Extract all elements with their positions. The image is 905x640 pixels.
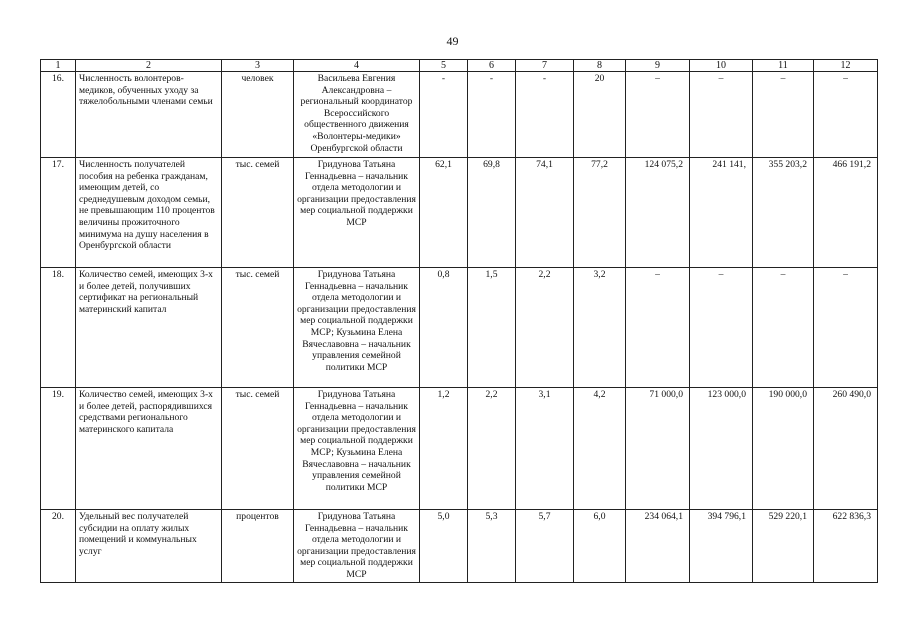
table-row bbox=[41, 388, 878, 510]
value-cell: 1,2 bbox=[420, 388, 468, 510]
value-cell: 3,2 bbox=[574, 268, 626, 388]
value-cell: – bbox=[626, 268, 690, 388]
value-cell: 234 064,1 bbox=[626, 510, 690, 583]
unit-cell: тыс. семей bbox=[222, 268, 294, 388]
value-cell: 5,3 bbox=[468, 510, 516, 583]
unit-cell: человек bbox=[222, 72, 294, 158]
value-cell: 124 075,2 bbox=[626, 158, 690, 268]
value-cell: 529 220,1 bbox=[753, 510, 814, 583]
value-cell: 0,8 bbox=[420, 268, 468, 388]
value-cell: 241 141, bbox=[690, 158, 753, 268]
value-cell: - bbox=[420, 72, 468, 158]
value-cell: 71 000,0 bbox=[626, 388, 690, 510]
column-header: 1 bbox=[41, 60, 76, 72]
value-cell: – bbox=[626, 72, 690, 158]
page-number: 49 bbox=[446, 34, 459, 48]
indicator-name: Удельный вес получателей субсидии на оплату жилых помещений и коммунальных услуг bbox=[76, 510, 222, 583]
column-header: 12 bbox=[814, 60, 878, 72]
value-cell: 74,1 bbox=[516, 158, 574, 268]
column-header: 10 bbox=[690, 60, 753, 72]
indicators-table bbox=[40, 59, 878, 583]
value-cell: 5,0 bbox=[420, 510, 468, 583]
value-cell: - bbox=[468, 72, 516, 158]
column-header: 5 bbox=[420, 60, 468, 72]
row-number: 19. bbox=[41, 388, 76, 510]
value-cell: 355 203,2 bbox=[753, 158, 814, 268]
value-cell: – bbox=[753, 72, 814, 158]
column-header: 4 bbox=[294, 60, 420, 72]
value-cell: 123 000,0 bbox=[690, 388, 753, 510]
table-row bbox=[41, 72, 878, 158]
value-cell: 260 490,0 bbox=[814, 388, 878, 510]
value-cell: 622 836,3 bbox=[814, 510, 878, 583]
responsible-cell: Гридунова Татьяна Геннадьевна – начальник отдела методологии и организации предоставления мер социальной поддержки МСР bbox=[294, 158, 420, 268]
column-number-row bbox=[41, 60, 878, 72]
value-cell: – bbox=[814, 268, 878, 388]
value-cell: 77,2 bbox=[574, 158, 626, 268]
responsible-cell: Гридунова Татьяна Геннадьевна – начальник отдела методологии и организации предоставления мер социальной поддержки МСР bbox=[294, 510, 420, 583]
table-row bbox=[41, 268, 878, 388]
value-cell: 2,2 bbox=[468, 388, 516, 510]
row-number: 20. bbox=[41, 510, 76, 583]
value-cell: 62,1 bbox=[420, 158, 468, 268]
value-cell: 3,1 bbox=[516, 388, 574, 510]
row-number: 16. bbox=[41, 72, 76, 158]
row-number: 17. bbox=[41, 158, 76, 268]
responsible-cell: Гридунова Татьяна Геннадьевна – начальник отдела методологии и организации предоставления мер социальной поддержки МСР; Кузьмина Елена Вячеславовна – начальник управления семейной политики МСР bbox=[294, 388, 420, 510]
indicator-name: Численность получателей пособия на ребенка гражданам, имеющим детей, со среднедушевым доходом семьи, не превышающим 110 процентов величины прожиточного минимума на душу населения в Оренбургской области bbox=[76, 158, 222, 268]
value-cell: 20 bbox=[574, 72, 626, 158]
unit-cell: тыс. семей bbox=[222, 158, 294, 268]
value-cell: 190 000,0 bbox=[753, 388, 814, 510]
column-header: 7 bbox=[516, 60, 574, 72]
responsible-cell: Васильева Евгения Александровна – региональный координатор Всероссийского общественного движения «Волонтеры-медики» Оренбургской области bbox=[294, 72, 420, 158]
table-row bbox=[41, 510, 878, 583]
indicator-name: Количество семей, имеющих 3-х и более детей, получивших сертификат на региональный материнский капитал bbox=[76, 268, 222, 388]
unit-cell: процентов bbox=[222, 510, 294, 583]
value-cell: 2,2 bbox=[516, 268, 574, 388]
indicator-name: Количество семей, имеющих 3-х и более детей, распорядившихся средствами регионального материнского капитала bbox=[76, 388, 222, 510]
value-cell: 69,8 bbox=[468, 158, 516, 268]
column-header: 3 bbox=[222, 60, 294, 72]
value-cell: 4,2 bbox=[574, 388, 626, 510]
value-cell: 6,0 bbox=[574, 510, 626, 583]
column-header: 2 bbox=[76, 60, 222, 72]
value-cell: 5,7 bbox=[516, 510, 574, 583]
responsible-cell: Гридунова Татьяна Геннадьевна – начальник отдела методологии и организации предоставления мер социальной поддержки МСР; Кузьмина Елена Вячеславовна – начальник управления семейной политики МСР bbox=[294, 268, 420, 388]
value-cell: – bbox=[814, 72, 878, 158]
indicator-name: Численность волонтеров-медиков, обученных уходу за тяжелобольными членами семьи bbox=[76, 72, 222, 158]
column-header: 6 bbox=[468, 60, 516, 72]
value-cell: 1,5 bbox=[468, 268, 516, 388]
value-cell: – bbox=[753, 268, 814, 388]
row-number: 18. bbox=[41, 268, 76, 388]
value-cell: - bbox=[516, 72, 574, 158]
column-header: 11 bbox=[753, 60, 814, 72]
table-row bbox=[41, 158, 878, 268]
value-cell: – bbox=[690, 268, 753, 388]
value-cell: 466 191,2 bbox=[814, 158, 878, 268]
unit-cell: тыс. семей bbox=[222, 388, 294, 510]
column-header: 8 bbox=[574, 60, 626, 72]
value-cell: 394 796,1 bbox=[690, 510, 753, 583]
column-header: 9 bbox=[626, 60, 690, 72]
value-cell: – bbox=[690, 72, 753, 158]
